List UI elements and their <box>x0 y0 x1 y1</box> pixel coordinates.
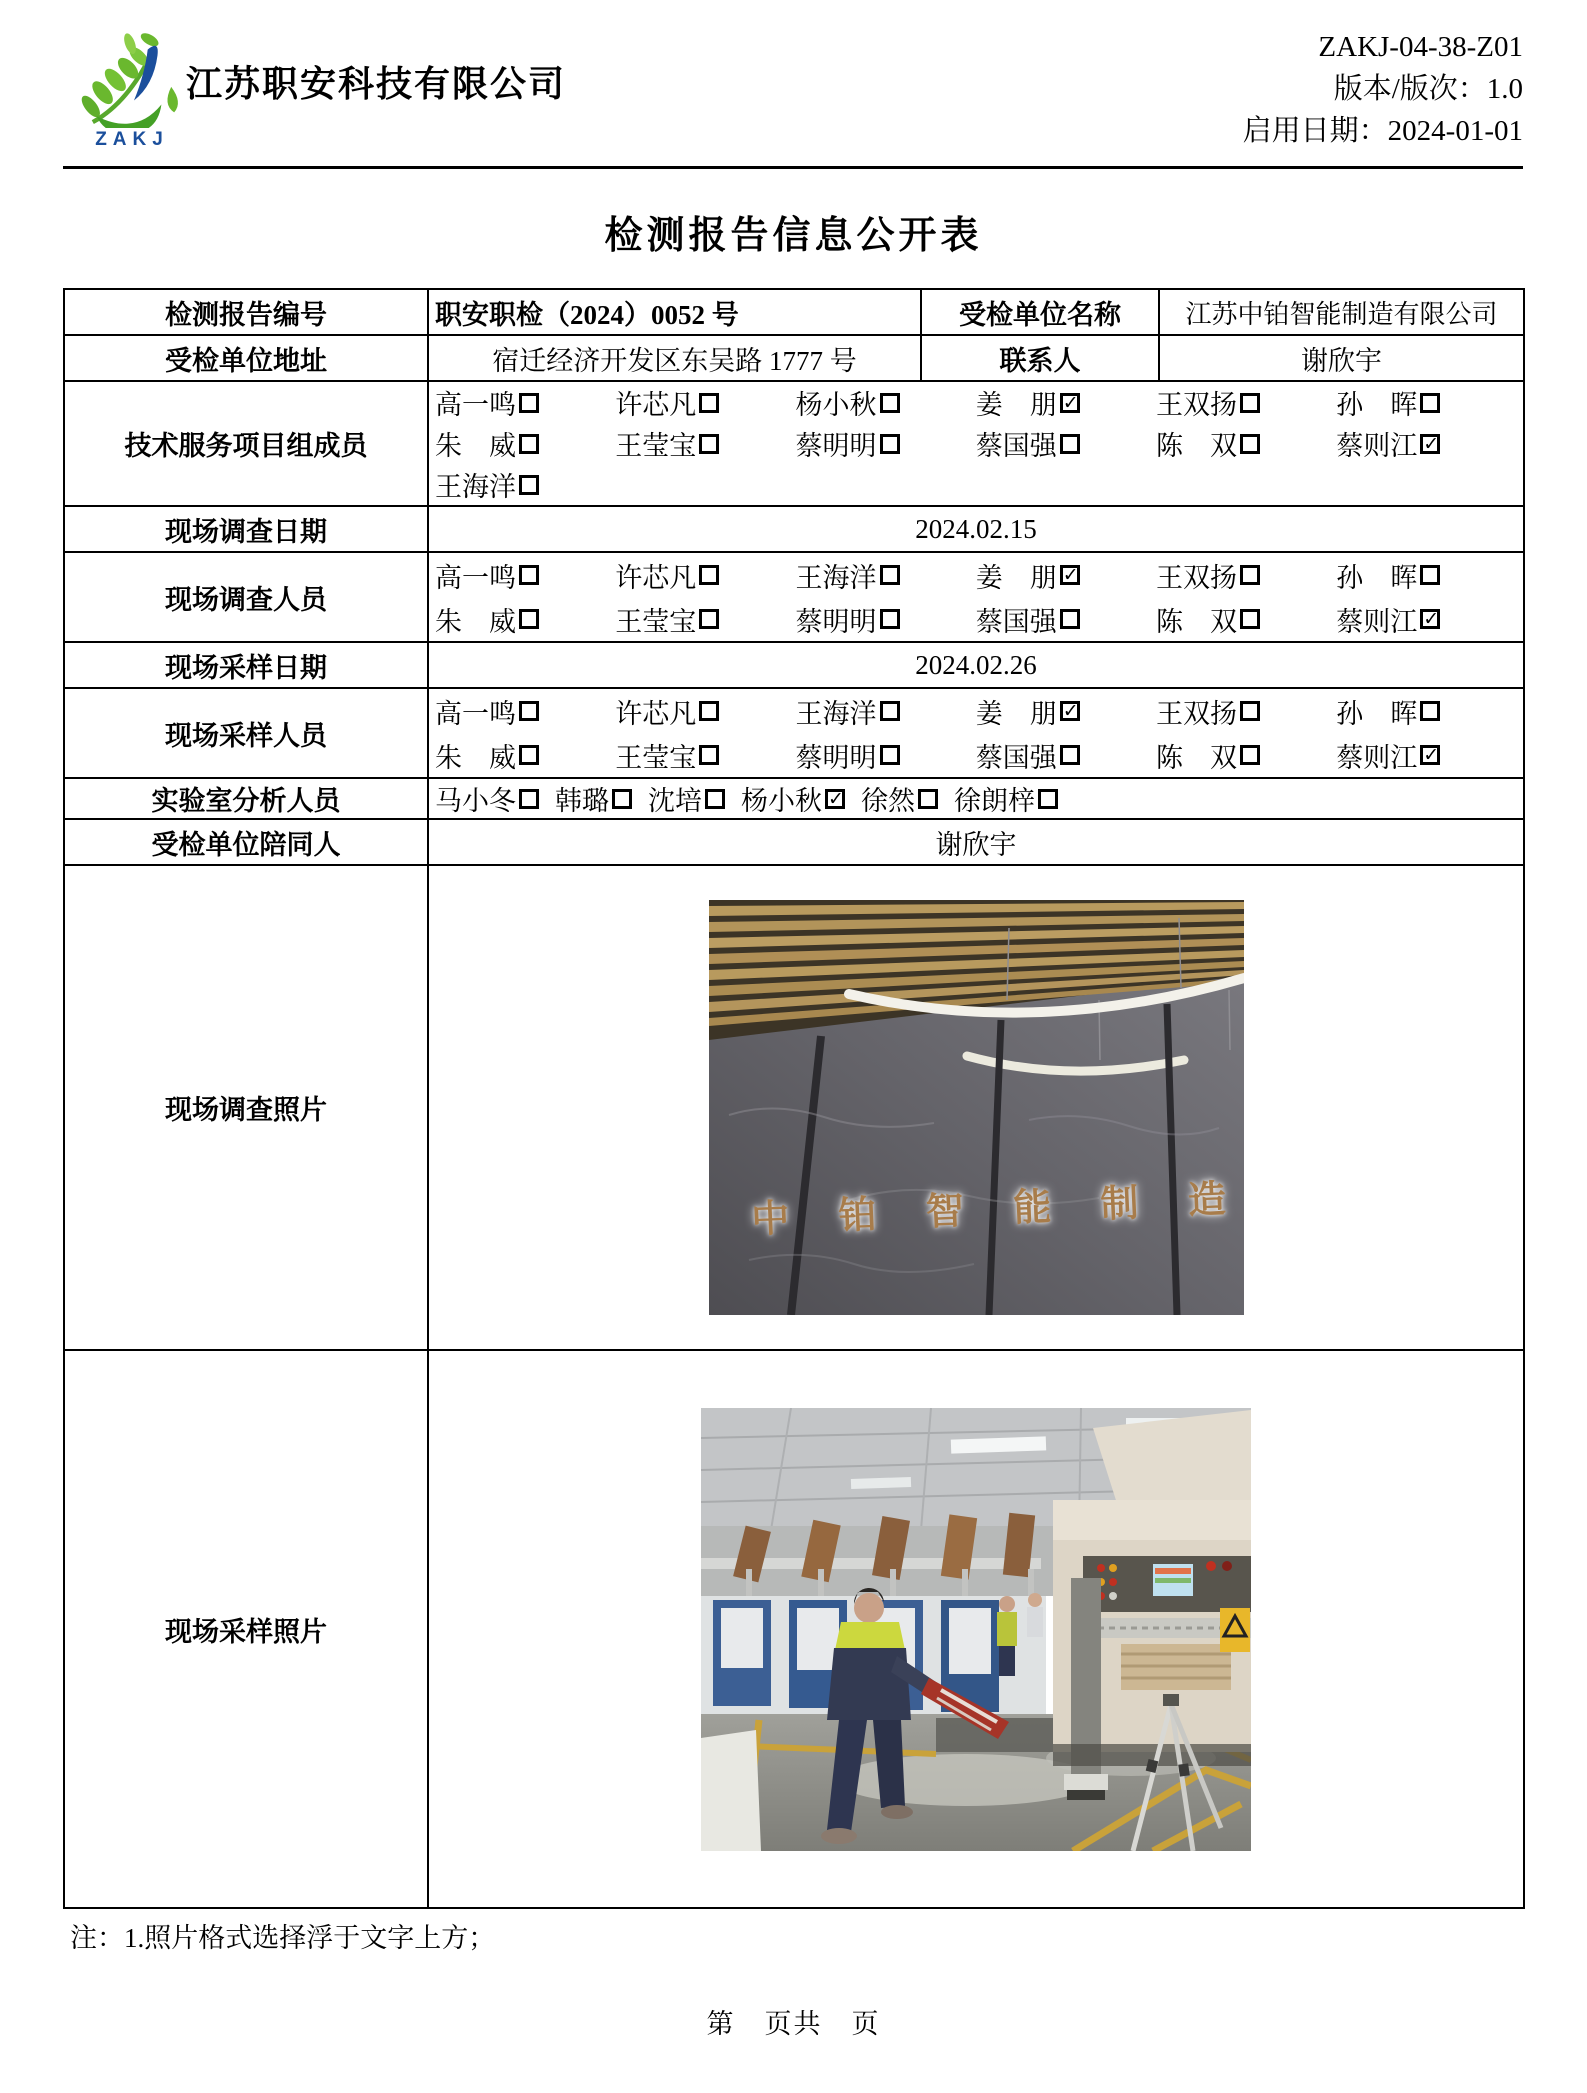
unit-name-label: 受检单位名称 <box>921 289 1159 335</box>
table-row <box>64 688 1524 778</box>
checkbox-unchecked-icon[interactable] <box>519 701 539 721</box>
staff-name: 蔡国强 <box>975 431 1057 461</box>
checkbox-unchecked-icon[interactable] <box>699 434 719 454</box>
staff-member <box>615 383 795 422</box>
sample-photo-cell <box>428 1350 1524 1908</box>
escort-value: 谢欣宇 <box>428 819 1524 865</box>
checkbox-unchecked-icon[interactable] <box>519 393 539 413</box>
staff-member <box>435 465 615 504</box>
survey-date-label: 现场调查日期 <box>64 506 428 552</box>
checkbox-unchecked-icon[interactable] <box>699 609 719 629</box>
staff-name: 许芯凡 <box>615 390 697 420</box>
checkbox-unchecked-icon[interactable] <box>519 609 539 629</box>
table-row <box>64 381 1524 506</box>
staff-name: 高一鸣 <box>435 698 516 729</box>
staff-name: 蔡明明 <box>795 742 877 773</box>
sign-character: 中 <box>750 1197 790 1242</box>
doc-code: ZAKJ-04-38-Z01 <box>1318 31 1523 63</box>
staff-name: 许芯凡 <box>615 562 697 593</box>
sign-character: 制 <box>1099 1182 1140 1227</box>
staff-name: 高一鸣 <box>435 390 516 420</box>
staff-name: 徐朗梓 <box>954 786 1035 816</box>
staff-member <box>976 692 1156 731</box>
staff-member <box>1336 424 1516 463</box>
sign-character: 智 <box>924 1190 965 1234</box>
factory-floor-photo-graphic <box>701 1408 1251 1851</box>
staff-name: 姜 朋 <box>975 562 1057 593</box>
staff-name: 蔡则江 <box>1336 606 1418 637</box>
checkbox-unchecked-icon[interactable] <box>1240 609 1260 629</box>
checkbox-checked-icon[interactable]: ✓ <box>825 789 845 809</box>
checkbox-unchecked-icon[interactable] <box>699 565 719 585</box>
survey-staff-label: 现场调查人员 <box>64 552 428 642</box>
staff-member <box>615 556 795 595</box>
report-info-table <box>63 288 1525 1909</box>
checkbox-unchecked-icon[interactable] <box>1060 609 1080 629</box>
sample-photo-label: 现场采样照片 <box>64 1350 428 1908</box>
checkbox-checked-icon[interactable]: ✓ <box>1060 701 1080 721</box>
staff-member <box>1336 692 1516 731</box>
staff-member <box>976 424 1156 463</box>
staff-member <box>976 600 1156 639</box>
doc-version: 版本/版次：1.0 <box>1333 73 1523 105</box>
checkbox-unchecked-icon[interactable] <box>612 789 632 809</box>
staff-member <box>1336 556 1516 595</box>
checkbox-unchecked-icon[interactable] <box>1420 565 1440 585</box>
staff-name: 蔡则江 <box>1336 431 1418 461</box>
staff-name: 王双扬 <box>1156 562 1237 593</box>
logo-caption: ZAKJ <box>95 129 169 150</box>
table-row <box>64 506 1524 552</box>
unit-addr-value: 宿迁经济开发区东吴路 1777 号 <box>428 335 921 381</box>
checkbox-unchecked-icon[interactable] <box>519 434 539 454</box>
contact-label: 联系人 <box>921 335 1159 381</box>
staff-member <box>1336 600 1516 639</box>
staff-member <box>1156 600 1336 639</box>
table-row <box>64 819 1524 865</box>
checkbox-unchecked-icon[interactable] <box>699 701 719 721</box>
unit-name-value: 江苏中铂智能制造有限公司 <box>1159 289 1524 335</box>
staff-name: 孙 晖 <box>1336 562 1418 593</box>
checkbox-checked-icon[interactable]: ✓ <box>1060 393 1080 413</box>
sample-date-label: 现场采样日期 <box>64 642 428 688</box>
checkbox-checked-icon[interactable]: ✓ <box>1420 745 1440 765</box>
staff-name: 陈 双 <box>1156 431 1237 461</box>
checkbox-checked-icon[interactable]: ✓ <box>1060 565 1080 585</box>
staff-name: 朱 威 <box>435 742 516 773</box>
staff-name: 陈 双 <box>1156 606 1237 637</box>
staff-member <box>796 736 976 775</box>
checkbox-unchecked-icon[interactable] <box>1240 701 1260 721</box>
team-members-cell <box>428 381 1524 506</box>
sign-character: 铂 <box>837 1193 878 1238</box>
escort-label: 受检单位陪同人 <box>64 819 428 865</box>
checkbox-unchecked-icon[interactable] <box>1240 565 1260 585</box>
checkbox-unchecked-icon[interactable] <box>880 565 900 585</box>
staff-name: 蔡则江 <box>1336 742 1418 773</box>
page-footer: 第 页共 页 <box>706 2009 881 2039</box>
staff-name: 孙 晖 <box>1336 698 1418 729</box>
staff-member <box>1156 424 1336 463</box>
staff-member <box>615 600 795 639</box>
survey-photo-cell <box>428 865 1524 1350</box>
staff-name: 王莹宝 <box>615 606 697 637</box>
staff-name: 韩璐 <box>555 786 609 816</box>
report-no-value: 职安职检（2024）0052 号 <box>428 289 921 335</box>
page-title: 检测报告信息公开表 <box>604 215 983 257</box>
sign-character: 造 <box>1186 1178 1227 1223</box>
staff-member <box>615 692 795 731</box>
staff-member <box>796 600 976 639</box>
checkbox-unchecked-icon[interactable] <box>699 745 719 765</box>
checkbox-unchecked-icon[interactable] <box>880 434 900 454</box>
staff-name: 蔡明明 <box>795 606 877 637</box>
staff-name: 王莹宝 <box>615 742 697 773</box>
checkbox-unchecked-icon[interactable] <box>1420 393 1440 413</box>
lab-staff-cell <box>428 778 1524 819</box>
staff-member <box>615 424 795 463</box>
sample-staff-cell <box>428 688 1524 778</box>
staff-name: 王双扬 <box>1156 698 1237 729</box>
survey-photo <box>709 900 1244 1315</box>
checkbox-unchecked-icon[interactable] <box>1038 789 1058 809</box>
checkbox-unchecked-icon[interactable] <box>519 475 539 495</box>
checkbox-unchecked-icon[interactable] <box>880 393 900 413</box>
staff-member <box>1156 383 1336 422</box>
checkbox-unchecked-icon[interactable] <box>1420 701 1440 721</box>
staff-name: 姜 朋 <box>975 390 1057 420</box>
report-no-label: 检测报告编号 <box>64 289 428 335</box>
staff-member <box>796 692 976 731</box>
table-row <box>64 335 1524 381</box>
staff-name: 王莹宝 <box>615 431 697 461</box>
checkbox-unchecked-icon[interactable] <box>880 701 900 721</box>
staff-member <box>1336 383 1516 422</box>
staff-member <box>435 383 615 422</box>
survey-photo-label: 现场调查照片 <box>64 865 428 1350</box>
staff-name: 王海洋 <box>795 562 877 593</box>
staff-name: 王海洋 <box>795 698 877 729</box>
staff-member <box>796 556 976 595</box>
lobby-wall-photo-graphic <box>709 900 1244 1315</box>
checkbox-unchecked-icon[interactable] <box>1060 745 1080 765</box>
staff-name: 蔡国强 <box>975 606 1057 637</box>
staff-member <box>976 736 1156 775</box>
staff-member <box>976 383 1156 422</box>
checkbox-checked-icon[interactable]: ✓ <box>1420 434 1440 454</box>
wheat-leaf-logo-icon <box>73 28 191 128</box>
checkbox-unchecked-icon[interactable] <box>705 789 725 809</box>
staff-member <box>1336 736 1516 775</box>
contact-value: 谢欣宇 <box>1159 335 1524 381</box>
table-row <box>64 289 1524 335</box>
doc-start-date: 启用日期：2024-01-01 <box>1242 115 1523 147</box>
checkbox-unchecked-icon[interactable] <box>918 789 938 809</box>
staff-member <box>435 600 615 639</box>
header-divider <box>63 166 1523 169</box>
checkbox-unchecked-icon[interactable] <box>880 609 900 629</box>
footnote: 注：1.照片格式选择浮于文字上方； <box>70 1923 496 1953</box>
staff-name: 许芯凡 <box>615 698 697 729</box>
staff-name: 姜 朋 <box>975 698 1057 729</box>
table-row <box>64 1350 1524 1908</box>
staff-member <box>976 556 1156 595</box>
staff-member <box>796 424 976 463</box>
staff-member <box>648 779 725 818</box>
staff-name: 沈培 <box>648 786 702 816</box>
checkbox-unchecked-icon[interactable] <box>1240 745 1260 765</box>
staff-member <box>741 779 845 818</box>
lab-staff-label: 实验室分析人员 <box>64 778 428 819</box>
checkbox-checked-icon[interactable]: ✓ <box>1420 609 1440 629</box>
staff-member <box>555 779 632 818</box>
checkbox-unchecked-icon[interactable] <box>1240 434 1260 454</box>
staff-name: 蔡明明 <box>795 431 877 461</box>
staff-member <box>435 424 615 463</box>
staff-member <box>435 692 615 731</box>
checkbox-unchecked-icon[interactable] <box>1240 393 1260 413</box>
staff-member <box>435 556 615 595</box>
staff-member <box>615 736 795 775</box>
staff-name: 杨小秋 <box>741 786 822 816</box>
checkbox-unchecked-icon[interactable] <box>519 565 539 585</box>
staff-name: 徐然 <box>861 786 915 816</box>
company-logo <box>72 28 192 151</box>
table-row <box>64 778 1524 819</box>
staff-member <box>435 736 615 775</box>
staff-name: 高一鸣 <box>435 562 516 593</box>
sign-character: 能 <box>1011 1186 1052 1230</box>
staff-name: 杨小秋 <box>795 390 877 420</box>
staff-name: 王双扬 <box>1156 390 1237 420</box>
staff-member <box>435 779 539 818</box>
staff-member <box>1156 736 1336 775</box>
survey-staff-cell <box>428 552 1524 642</box>
checkbox-unchecked-icon[interactable] <box>519 745 539 765</box>
document-meta <box>1243 26 1523 152</box>
table-row <box>64 552 1524 642</box>
checkbox-unchecked-icon[interactable] <box>519 789 539 809</box>
staff-name: 孙 晖 <box>1336 390 1418 420</box>
checkbox-unchecked-icon[interactable] <box>1060 434 1080 454</box>
company-name: 江苏职安科技有限公司 <box>186 64 567 104</box>
sample-date-value: 2024.02.26 <box>428 642 1524 688</box>
staff-name: 王海洋 <box>435 472 516 502</box>
staff-member <box>954 779 1058 818</box>
unit-addr-label: 受检单位地址 <box>64 335 428 381</box>
checkbox-unchecked-icon[interactable] <box>880 745 900 765</box>
staff-member <box>796 383 976 422</box>
staff-name: 朱 威 <box>435 606 516 637</box>
sample-staff-label: 现场采样人员 <box>64 688 428 778</box>
staff-name: 蔡国强 <box>975 742 1057 773</box>
sample-photo <box>701 1408 1251 1851</box>
staff-member <box>861 779 938 818</box>
staff-name: 马小冬 <box>435 786 516 816</box>
staff-member <box>1156 556 1336 595</box>
team-label: 技术服务项目组成员 <box>64 381 428 506</box>
staff-name: 朱 威 <box>435 431 516 461</box>
staff-name: 陈 双 <box>1156 742 1237 773</box>
table-row <box>64 642 1524 688</box>
survey-date-value: 2024.02.15 <box>428 506 1524 552</box>
table-row <box>64 865 1524 1350</box>
staff-member <box>1156 692 1336 731</box>
checkbox-unchecked-icon[interactable] <box>699 393 719 413</box>
